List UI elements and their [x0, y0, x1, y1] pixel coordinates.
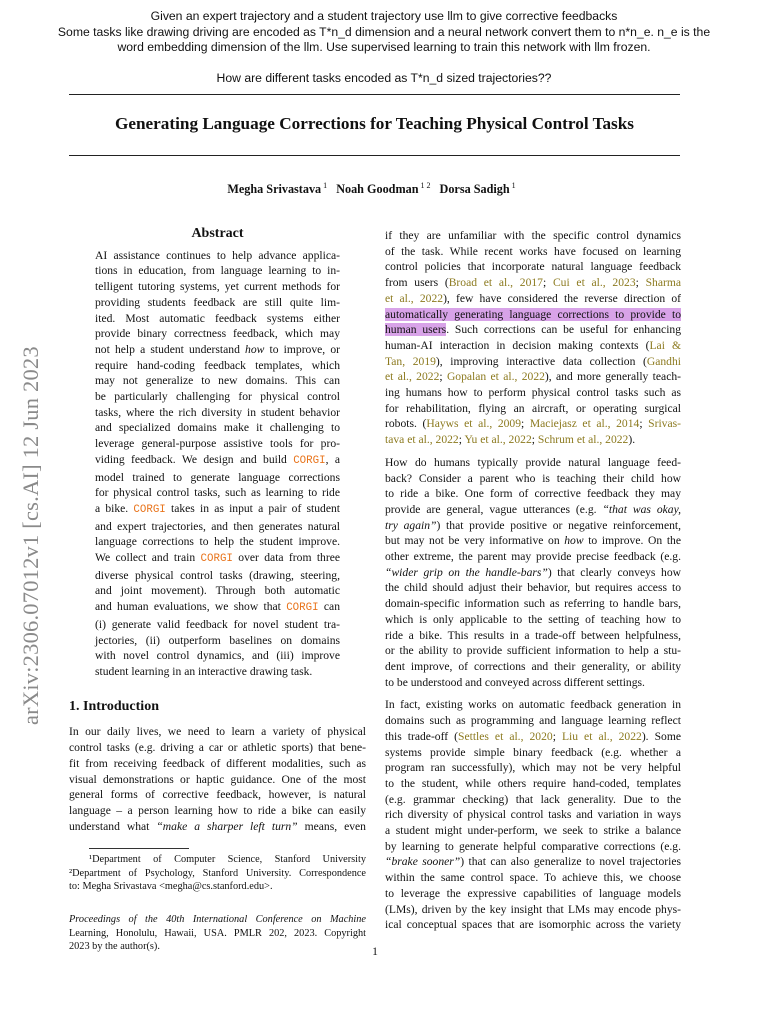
footnote-line: ²Department of Psychology, Stanford University. Correspondence	[69, 867, 366, 879]
footnote-line: ¹Department of Computer Science, Stanford University	[89, 854, 366, 866]
author-list	[69, 181, 680, 197]
author-affiliation: 1	[511, 181, 516, 190]
paper-title: Generating Language Corrections for Teaching Physical Control Tasks	[114, 114, 634, 133]
proceedings-line: 2023 by the author(s).	[69, 940, 160, 952]
proceedings-line: Learning, Honolulu, Hawaii, USA. PMLR 202, 2023. Copyright	[69, 927, 366, 939]
note-line: word embedding dimension of the llm. Use supervised learning to train this network with llm frozen.	[117, 40, 651, 54]
page-number: 1	[372, 945, 378, 958]
author-name: Megha Srivastava	[227, 182, 322, 197]
body-paragraph: In fact, existing works on automatic feedback generation in domains such as programming and language learning reflect this trade-off (Settles et al., 2020; Liu et al., 2022). Some systems provide simple binary feedback (e.g. whether a program ran successfully), which may not be very helpful to the student, while others require hand-coded, templates (e.g. grammar checking) that lack generality. Due to the rich diversity of physical control tasks and variation in ways a student might under-perform, we seek to strike a balance by learning to generate helpful comparative corrections (e.g. “brake sooner”) that can also generalize to novel trajectories within the same control space. To achieve this, we choose to leverage the expressive capabilities of language models (LMs), driven by the key insight that LMs may encode phys- ical conceptual spaces that are isomorphic across the variety	[385, 698, 681, 932]
note-line: Some tasks like drawing driving are encoded as T*n_d dimension and a neural network convert them to n*n_e. n_e is the	[57, 24, 711, 39]
intro-paragraph: In our daily lives, we need to learn a variety of physical control tasks (e.g. driving a car or athletic sports) that bene- fit from receiving feedback of different modalities, such as visual demonstrations or haptic guidance. One of the most general forms of corrective feedback, however, is natural language – a person learning how to ride a bike can easily understand what “make a sharper left turn” means, even	[69, 725, 366, 833]
left-column	[69, 226, 366, 953]
note-line: Given an expert trajectory and a student trajectory use llm to give corrective feedbacks	[150, 9, 618, 23]
author-affiliation: 1 2	[420, 181, 431, 190]
handwritten-note	[0, 9, 768, 86]
body-paragraph: if they are unfamiliar with the specific control dynamics of the task. While recent works have focused on learning control policies that incorporate natural language feedback from users (Broad et al., 2017; Cui et al., 2023; Sharma et al., 2022), few have considered the reverse direction of automatically generating language corrections to provide to human users. Such corrections can be useful for enhancing human-AI interaction in decision making contexts (Lai & Tan, 2019), improving interactive data collection (Gandhi et al., 2022; Gopalan et al., 2022), and more generally teach- ing humans how to perform physical control tasks such as for rehabilitation, flying an aircraft, or operating surgical robots. (Hayws et al., 2009; Maciejasz et al., 2014; Srivas- tava et al., 2022; Yu et al., 2022; Schrum et al., 2022).	[385, 229, 682, 447]
title-rule-bottom	[69, 155, 680, 156]
author-name: Noah Goodman	[336, 182, 419, 197]
footnote-divider	[89, 848, 189, 849]
author-affiliation: 1	[323, 181, 328, 190]
intro-heading: 1. Introduction	[69, 698, 159, 714]
right-column	[385, 228, 681, 933]
abstract-text: AI assistance continues to help advance applica- tions in education, from language learning to in- telligent tutoring systems, yet current methods for providing students feedback are still quite lim- ited. Most automatic feedback systems either provide binary correctness feedback, which may not help a student understand how to improve, or require hand-coding feedback templates, which may not generalize to new domains. This can be particularly challenging for physical control tasks, where the rich diversity in student behavior and specialized domains make it challenging to leverage general-purpose assistive tools for pro- viding feedback. We design and build CORGI, a model trained to generate language corrections for physical control tasks, such as learning to ride a bike. CORGI takes in as input a pair of student and expert trajectories, and then generates natural language corrections to help the student improve. We collect and train CORGI over data from three diverse physical control tasks (drawing, steering, and joint movement). Through both automatic and human evaluations, we show that CORGI can (i) generate valid feedback for novel student tra- jectories, (ii) outperform baselines on domains with novel control dynamics, and (iii) improve student learning in an interactive drawing task.	[95, 248, 341, 678]
footnotes	[69, 853, 366, 893]
title-rule-top	[69, 94, 680, 95]
arxiv-stamp: arXiv:2306.07012v1 [cs.AI] 12 Jun 2023	[18, 346, 43, 725]
footnote-line: to: Megha Srivastava <megha@cs.stanford.edu>.	[69, 880, 273, 892]
note-line: How are different tasks encoded as T*n_d sized trajectories??	[216, 70, 552, 85]
proceedings-line: Proceedings of the 40th International Conference on Machine	[69, 914, 366, 926]
author-name: Dorsa Sadigh	[439, 182, 510, 197]
abstract-heading: Abstract	[191, 226, 244, 241]
body-paragraph: How do humans typically provide natural language feed- back? Consider a parent who is teaching their child how to ride a bike. One form of corrective feedback they may provide are general, vague utterances (e.g. “that was okay, try again”) that provide positive or negative reinforcement, but may not be very informative on how to improve. On the other extreme, the parent may provide precise feedback (e.g. “wider grip on the handle-bars”) that clearly conveys how the child should adjust their behavior, but requires access to domain-specific information such as referring to handle bars, which is only applicable to the setting of teaching how to ride a bike. This results in a trade-off between helpfulness, or the ability to provide sufficient information to help a stu- dent improve, of corrections and their generality, or ability to be understood and conveyed across different settings.	[385, 455, 682, 689]
